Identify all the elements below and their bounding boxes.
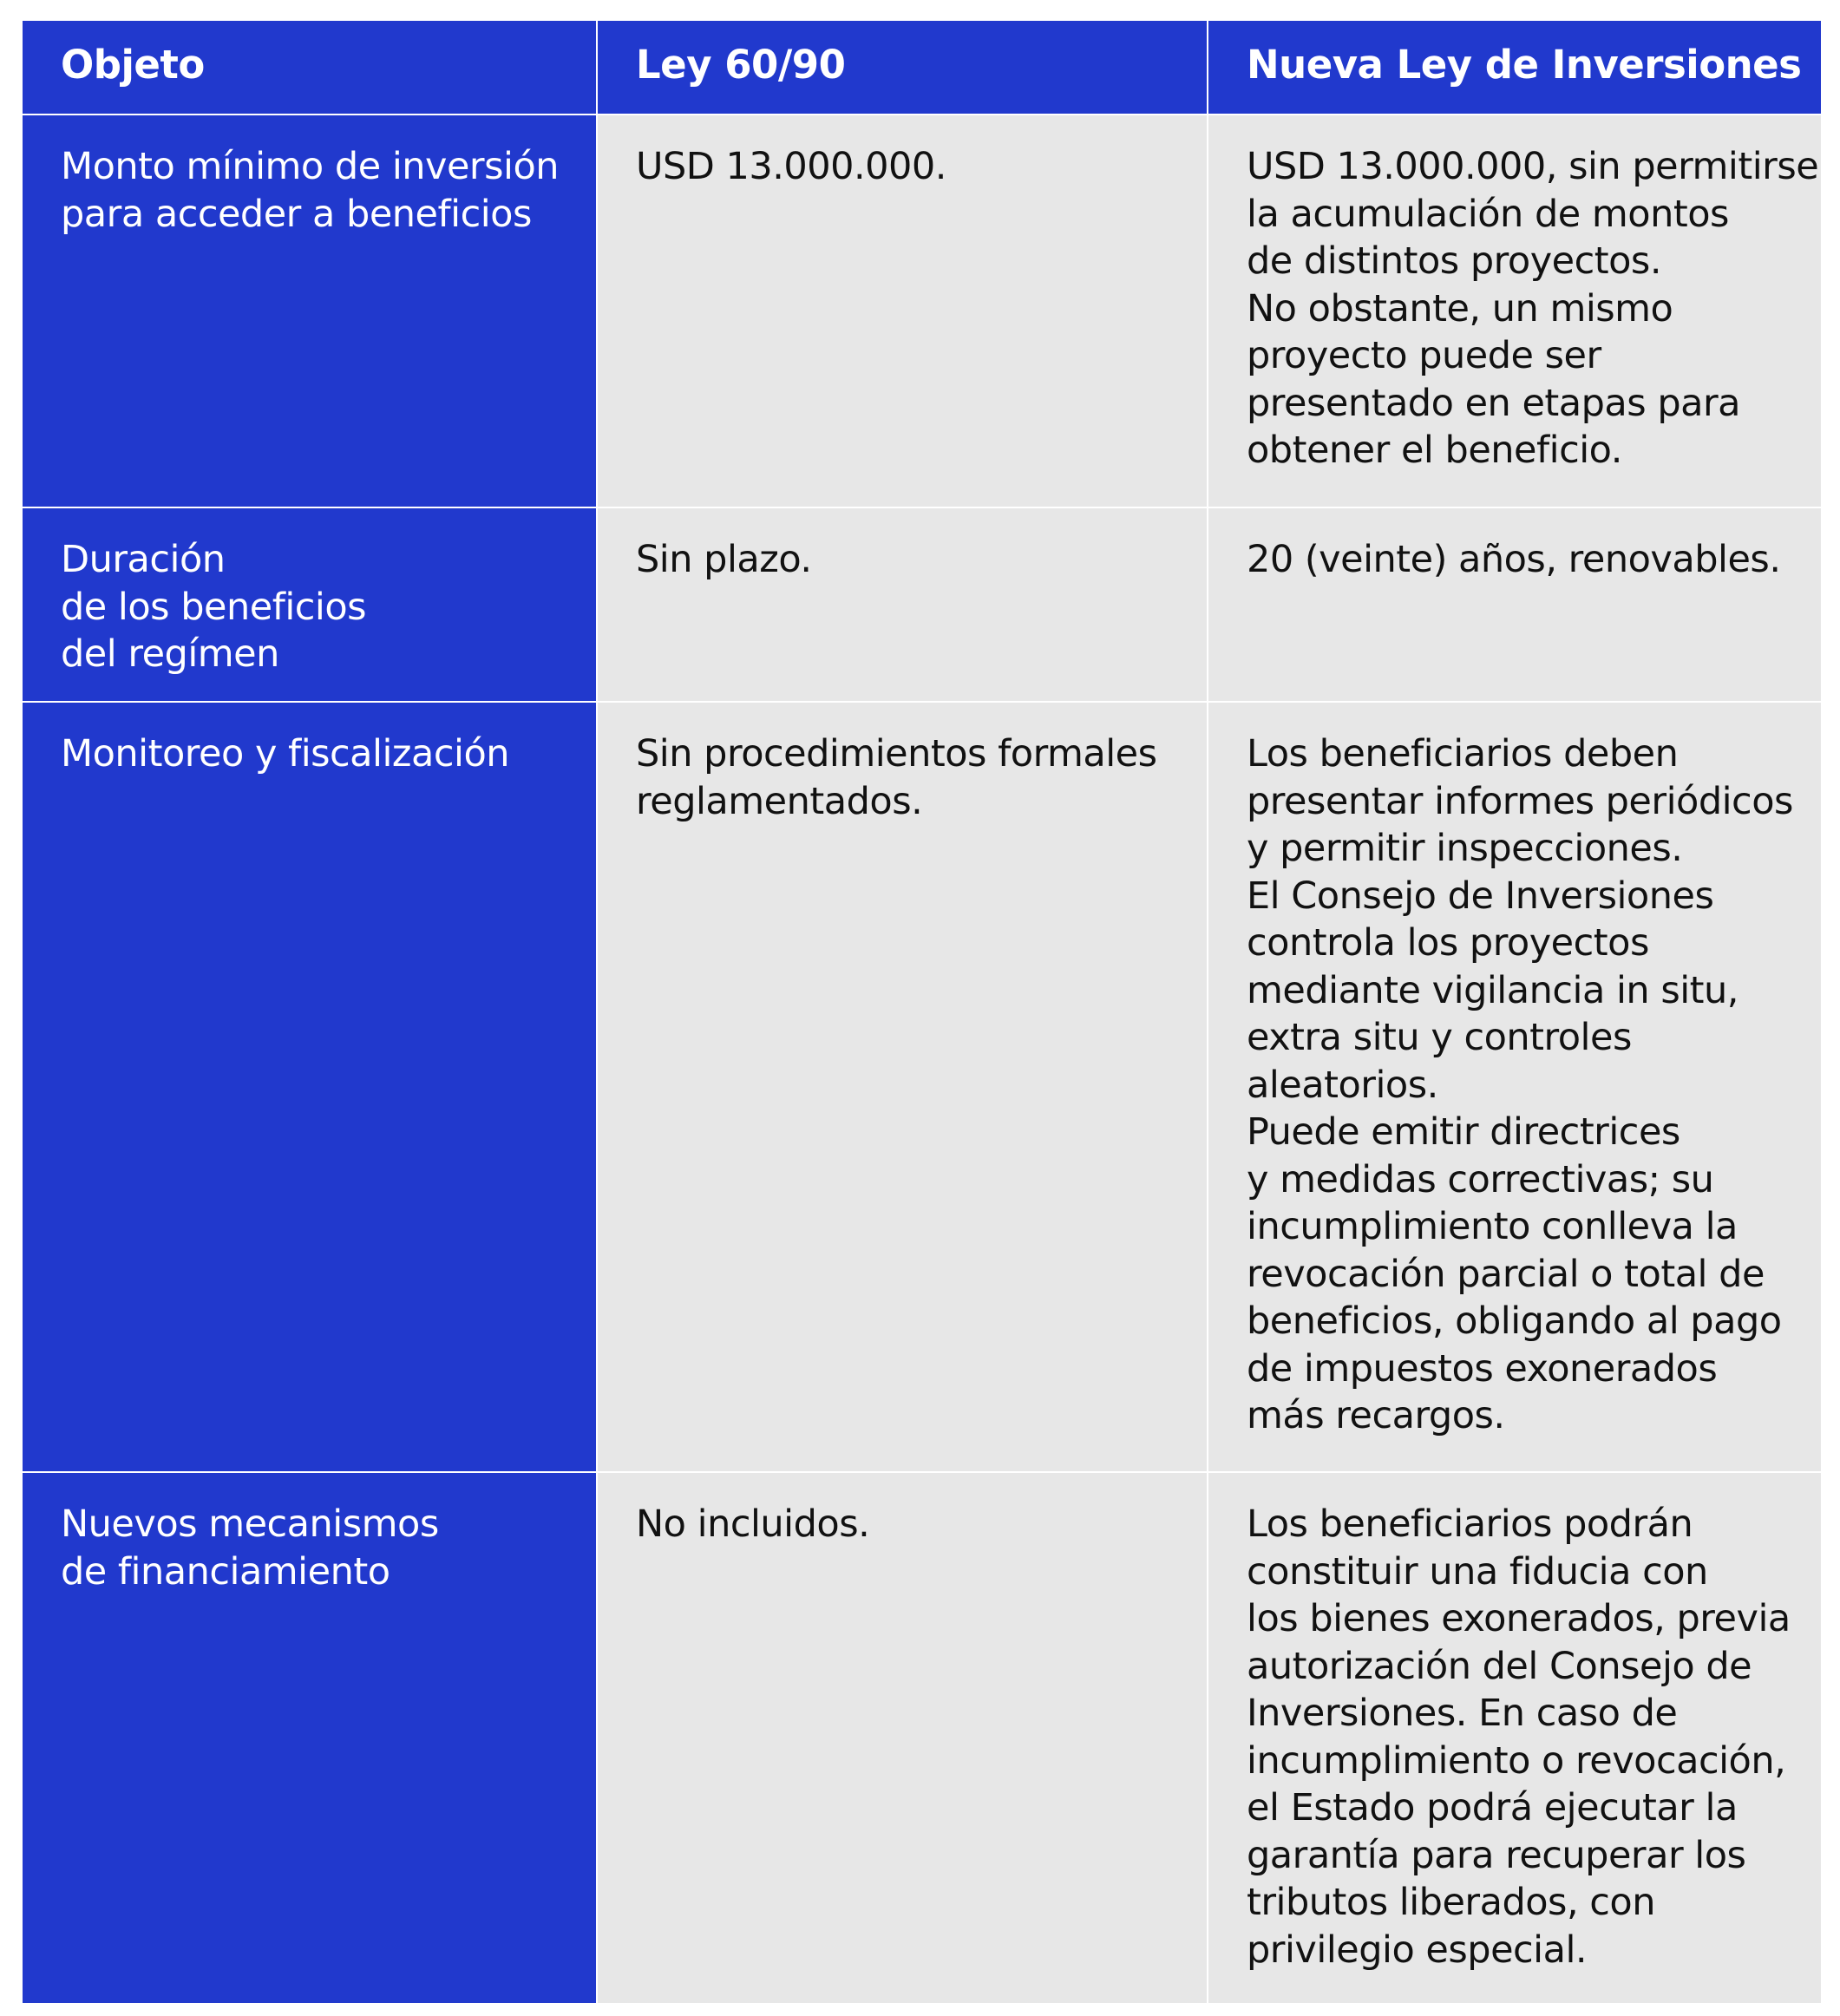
row-monitoreo-ley-60-90: Sin procedimientos formales reglamentados. xyxy=(598,703,1207,1471)
header-nueva-ley: Nueva Ley de Inversiones xyxy=(1208,21,1821,114)
row-monto-nueva-ley: USD 13.000.000, sin permitirse la acumulación de montos de distintos proyectos. No obstante, un mismo proyecto puede ser presentado en etapas para obtener el beneficio. xyxy=(1208,115,1821,507)
row-monitoreo-nueva-ley: Los beneficiarios deben presentar informes periódicos y permitir inspecciones. El Consejo de Inversiones controla los proyectos mediante vigilancia in situ, extra situ y controles aleatorios. Puede emitir directrices y medidas correctivas; su incumplimiento conlleva la revocación parcial o total de beneficios, obligando al pago de impuestos exonerados más recargos. xyxy=(1208,703,1821,1471)
row-duracion-objeto: Duración de los beneficios del regímen xyxy=(23,508,596,701)
row-financiamiento-ley-60-90: No incluidos. xyxy=(598,1473,1207,2003)
row-monitoreo-objeto: Monitoreo y fiscalización xyxy=(23,703,596,1471)
header-ley-60-90: Ley 60/90 xyxy=(598,21,1207,114)
comparison-table xyxy=(23,21,1821,2003)
row-duracion-nueva-ley: 20 (veinte) años, renovables. xyxy=(1208,508,1821,701)
row-financiamiento-objeto: Nuevos mecanismos de financiamiento xyxy=(23,1473,596,2003)
row-financiamiento-nueva-ley: Los beneficiarios podrán constituir una fiducia con los bienes exonerados, previa autorización del Consejo de Inversiones. En caso de incumplimiento o revocación, el Estado podrá ejecutar la garantía para recuperar los tributos liberados, con privilegio especial. xyxy=(1208,1473,1821,2003)
header-objeto: Objeto xyxy=(23,21,596,114)
row-duracion-ley-60-90: Sin plazo. xyxy=(598,508,1207,701)
row-monto-objeto: Monto mínimo de inversión para acceder a beneficios xyxy=(23,115,596,507)
row-monto-ley-60-90: USD 13.000.000. xyxy=(598,115,1207,507)
